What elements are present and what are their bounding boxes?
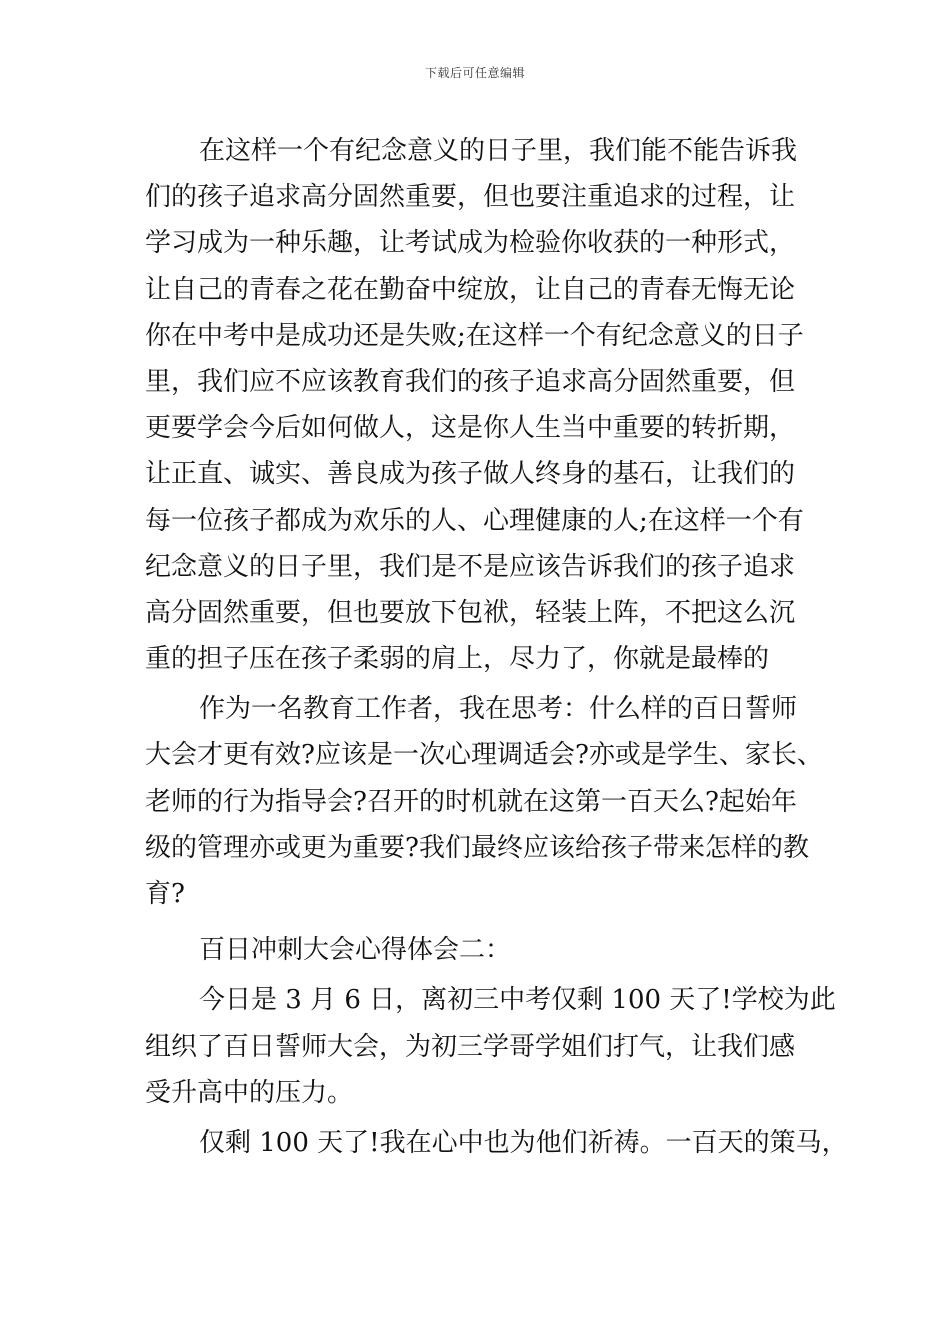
paragraph-line: 里，我们应不应该教育我们的孩子追求高分固然重要，但 [145, 366, 796, 397]
paragraph-line: 在这样一个有纪念意义的日子里，我们能不能告诉我 [199, 136, 798, 166]
paragraph-line: 高分固然重要，但也要放下包袱，轻装上阵，不把这么沉 [145, 597, 796, 628]
paragraph-line: 纪念意义的日子里，我们是不是应该告诉我们的孩子追求 [145, 551, 796, 582]
paragraph-line: 作为一名教育工作者，我在思考：什么样的百日誓师 [199, 694, 798, 725]
page-header: 下载后可任意编辑 [424, 66, 525, 80]
paragraph-line: 学习成为一种乐趣，让考试成为检验你收获的一种形式， [145, 228, 796, 259]
section-heading: 百日冲刺大会心得体会二： [199, 935, 512, 966]
paragraph-line: 每一位孩子都成为欢乐的人、心理健康的人;在这样一个有 [145, 505, 804, 536]
paragraph-line: 仅剩 100 天了!我在心中也为他们祈祷。一百天的策马， [199, 1127, 848, 1158]
paragraph-line: 让自己的青春之花在勤奋中绽放，让自己的青春无悔无论 [145, 274, 796, 305]
paragraph-line: 你在中考中是成功还是失败;在这样一个有纪念意义的日子 [145, 320, 804, 351]
paragraph-line: 重的担子压在孩子柔弱的肩上，尽力了，你就是最棒的 [145, 644, 770, 675]
paragraph-line: 级的管理亦或更为重要?我们最终应该给孩子带来怎样的教 [145, 832, 809, 863]
paragraph-line: 让正直、诚实、善良成为孩子做人终身的基石，让我们的 [145, 459, 796, 490]
paragraph-line: 今日是 3 月 6 日，离初三中考仅剩 100 天了!学校为此 [199, 985, 836, 1016]
document-body [145, 128, 848, 1166]
paragraph-line: 老师的行为指导会?召开的时机就在这第一百天么?起始年 [145, 786, 797, 817]
paragraph-line: 受升高中的压力。 [145, 1077, 354, 1108]
paragraph-line: 更要学会今后如何做人，这是你人生当中重要的转折期， [145, 413, 796, 444]
paragraph-line: 们的孩子追求高分固然重要，但也要注重追求的过程，让 [145, 182, 796, 213]
paragraph-line: 组织了百日誓师大会，为初三学哥学姐们打气，让我们感 [145, 1031, 796, 1062]
paragraph-line: 大会才更有效?应该是一次心理调适会?亦或是学生、家长、 [145, 740, 823, 771]
paragraph-line: 育? [145, 879, 185, 909]
